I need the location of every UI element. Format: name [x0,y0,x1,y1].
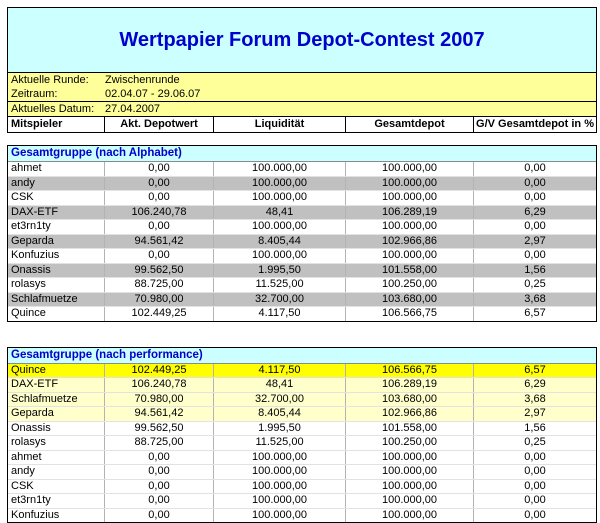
section-alphabet [7,145,597,322]
cell-gv-prozent: 6,57 [474,307,596,321]
table-row [8,176,596,191]
cell-depotwert: 70.980,00 [105,393,214,407]
info-row-datum [8,102,596,116]
cell-gesamtdepot: 100.000,00 [346,162,474,176]
cell-gesamtdepot: 106.566,75 [346,364,474,378]
cell-gv-prozent: 0,00 [474,494,596,508]
cell-liquiditaet: 100.000,00 [214,162,346,176]
page-title: Wertpapier Forum Depot-Contest 2007 [119,29,484,52]
cell-liquiditaet: 100.000,00 [214,465,346,479]
table-row [8,162,596,176]
cell-gesamtdepot: 106.566,75 [346,307,474,321]
cell-depotwert: 99.562,50 [105,422,214,436]
table-row [8,508,596,523]
cell-gesamtdepot: 100.000,00 [346,191,474,205]
cell-player: et3rn1ty [8,494,105,508]
section-heading-performance: Gesamtgruppe (nach performance) [8,348,596,364]
cell-liquiditaet: 8.405,44 [214,235,346,249]
cell-liquiditaet: 100.000,00 [214,191,346,205]
cell-liquiditaet: 100.000,00 [214,177,346,191]
cell-gv-prozent: 0,00 [474,162,596,176]
cell-liquiditaet: 100.000,00 [214,249,346,263]
cell-gv-prozent: 0,00 [474,249,596,263]
cell-gesamtdepot: 100.250,00 [346,436,474,450]
table-row [8,292,596,307]
cell-gesamtdepot: 106.289,19 [346,206,474,220]
cell-gv-prozent: 6,29 [474,206,596,220]
table-row [8,479,596,494]
info-row-zeitraum [8,87,596,101]
table-row [8,248,596,263]
cell-gv-prozent: 2,97 [474,407,596,421]
cell-gv-prozent: 3,68 [474,293,596,307]
info-label: Aktuelles Datum: [8,102,105,116]
column-header-gesamtdepot: Gesamtdepot [346,117,474,132]
cell-depotwert: 0,00 [105,191,214,205]
info-value: 02.04.07 - 29.06.07 [105,87,596,101]
table-row [8,435,596,450]
cell-depotwert: 0,00 [105,177,214,191]
cell-player: ahmet [8,451,105,465]
cell-player: Geparda [8,407,105,421]
cell-depotwert: 0,00 [105,162,214,176]
cell-liquiditaet: 48,41 [214,378,346,392]
cell-liquiditaet: 100.000,00 [214,220,346,234]
cell-gesamtdepot: 106.289,19 [346,378,474,392]
table-row [8,263,596,278]
table-row [8,493,596,508]
cell-player: CSK [8,480,105,494]
cell-gesamtdepot: 100.000,00 [346,220,474,234]
cell-player: Quince [8,364,105,378]
cell-gv-prozent: 0,00 [474,220,596,234]
cell-gv-prozent: 1,56 [474,422,596,436]
cell-gesamtdepot: 103.680,00 [346,293,474,307]
cell-player: DAX-ETF [8,206,105,220]
cell-player: ahmet [8,162,105,176]
cell-gv-prozent: 0,25 [474,436,596,450]
cell-liquiditaet: 4.117,50 [214,307,346,321]
cell-liquiditaet: 100.000,00 [214,480,346,494]
cell-gesamtdepot: 100.000,00 [346,249,474,263]
cell-player: DAX-ETF [8,378,105,392]
cell-depotwert: 0,00 [105,220,214,234]
cell-gesamtdepot: 100.000,00 [346,509,474,523]
cell-depotwert: 102.449,25 [105,307,214,321]
column-header-gv-prozent: G/V Gesamtdepot in % [474,117,596,132]
cell-gesamtdepot: 100.250,00 [346,278,474,292]
section-heading-alphabet: Gesamtgruppe (nach Alphabet) [8,146,596,162]
cell-liquiditaet: 32.700,00 [214,293,346,307]
cell-depotwert: 70.980,00 [105,293,214,307]
table-row [8,464,596,479]
cell-liquiditaet: 48,41 [214,206,346,220]
table-row [8,234,596,249]
cell-depotwert: 0,00 [105,451,214,465]
cell-depotwert: 88.725,00 [105,278,214,292]
cell-liquiditaet: 1.995,50 [214,264,346,278]
cell-player: Schlafmuetze [8,393,105,407]
cell-gesamtdepot: 102.966,86 [346,407,474,421]
table-row-leader [8,364,596,378]
cell-gv-prozent: 3,68 [474,393,596,407]
info-row-runde [8,73,596,87]
cell-liquiditaet: 11.525,00 [214,436,346,450]
cell-gv-prozent: 2,97 [474,235,596,249]
column-header-row [8,116,596,132]
cell-gesamtdepot: 103.680,00 [346,393,474,407]
cell-gv-prozent: 0,25 [474,278,596,292]
column-header-depotwert: Akt. Depotwert [105,117,214,132]
title-bar [8,8,596,73]
cell-gesamtdepot: 101.558,00 [346,264,474,278]
cell-liquiditaet: 100.000,00 [214,451,346,465]
cell-liquiditaet: 11.525,00 [214,278,346,292]
table-row [8,406,596,421]
cell-depotwert: 106.240,78 [105,378,214,392]
cell-gesamtdepot: 102.966,86 [346,235,474,249]
cell-player: Schlafmuetze [8,293,105,307]
cell-player: Konfuzius [8,509,105,523]
table-row [8,190,596,205]
cell-gv-prozent: 0,00 [474,509,596,523]
table-row [8,205,596,220]
table-row [8,392,596,407]
info-block-round [8,73,596,101]
section-performance [7,347,597,523]
cell-player: andy [8,177,105,191]
cell-player: CSK [8,191,105,205]
column-header-liquiditaet: Liquidität [214,117,346,132]
cell-gv-prozent: 0,00 [474,480,596,494]
cell-gv-prozent: 6,57 [474,364,596,378]
cell-gv-prozent: 0,00 [474,191,596,205]
cell-gesamtdepot: 100.000,00 [346,451,474,465]
cell-gesamtdepot: 100.000,00 [346,480,474,494]
cell-depotwert: 88.725,00 [105,436,214,450]
cell-depotwert: 0,00 [105,494,214,508]
cell-gv-prozent: 6,29 [474,378,596,392]
cell-gv-prozent: 0,00 [474,177,596,191]
cell-depotwert: 106.240,78 [105,206,214,220]
cell-liquiditaet: 100.000,00 [214,509,346,523]
cell-player: Onassis [8,422,105,436]
cell-liquiditaet: 4.117,50 [214,364,346,378]
table-row [8,306,596,321]
cell-player: Konfuzius [8,249,105,263]
cell-player: Geparda [8,235,105,249]
cell-gesamtdepot: 100.000,00 [346,494,474,508]
cell-gesamtdepot: 101.558,00 [346,422,474,436]
cell-depotwert: 0,00 [105,509,214,523]
cell-gesamtdepot: 100.000,00 [346,177,474,191]
table-row [8,421,596,436]
cell-gv-prozent: 0,00 [474,465,596,479]
cell-gv-prozent: 0,00 [474,451,596,465]
cell-gv-prozent: 1,56 [474,264,596,278]
info-value: Zwischenrunde [105,73,596,87]
table-row [8,450,596,465]
table-row [8,219,596,234]
cell-depotwert: 99.562,50 [105,264,214,278]
table-row [8,277,596,292]
cell-depotwert: 0,00 [105,249,214,263]
column-header-mitspieler: Mitspieler [8,117,105,132]
report-header-block [7,7,597,133]
cell-gesamtdepot: 100.000,00 [346,465,474,479]
cell-player: andy [8,465,105,479]
cell-liquiditaet: 1.995,50 [214,422,346,436]
info-block-date [8,101,596,116]
info-label: Aktuelle Runde: [8,73,105,87]
info-value: 27.04.2007 [105,102,596,116]
cell-liquiditaet: 8.405,44 [214,407,346,421]
cell-depotwert: 102.449,25 [105,364,214,378]
cell-player: rolasys [8,436,105,450]
cell-liquiditaet: 100.000,00 [214,494,346,508]
cell-player: et3rn1ty [8,220,105,234]
report-sheet [7,7,597,523]
cell-player: Onassis [8,264,105,278]
cell-player: rolasys [8,278,105,292]
cell-player: Quince [8,307,105,321]
table-row [8,377,596,392]
cell-depotwert: 0,00 [105,465,214,479]
cell-depotwert: 94.561,42 [105,235,214,249]
cell-depotwert: 94.561,42 [105,407,214,421]
cell-liquiditaet: 32.700,00 [214,393,346,407]
cell-depotwert: 0,00 [105,480,214,494]
info-label: Zeitraum: [8,87,105,101]
